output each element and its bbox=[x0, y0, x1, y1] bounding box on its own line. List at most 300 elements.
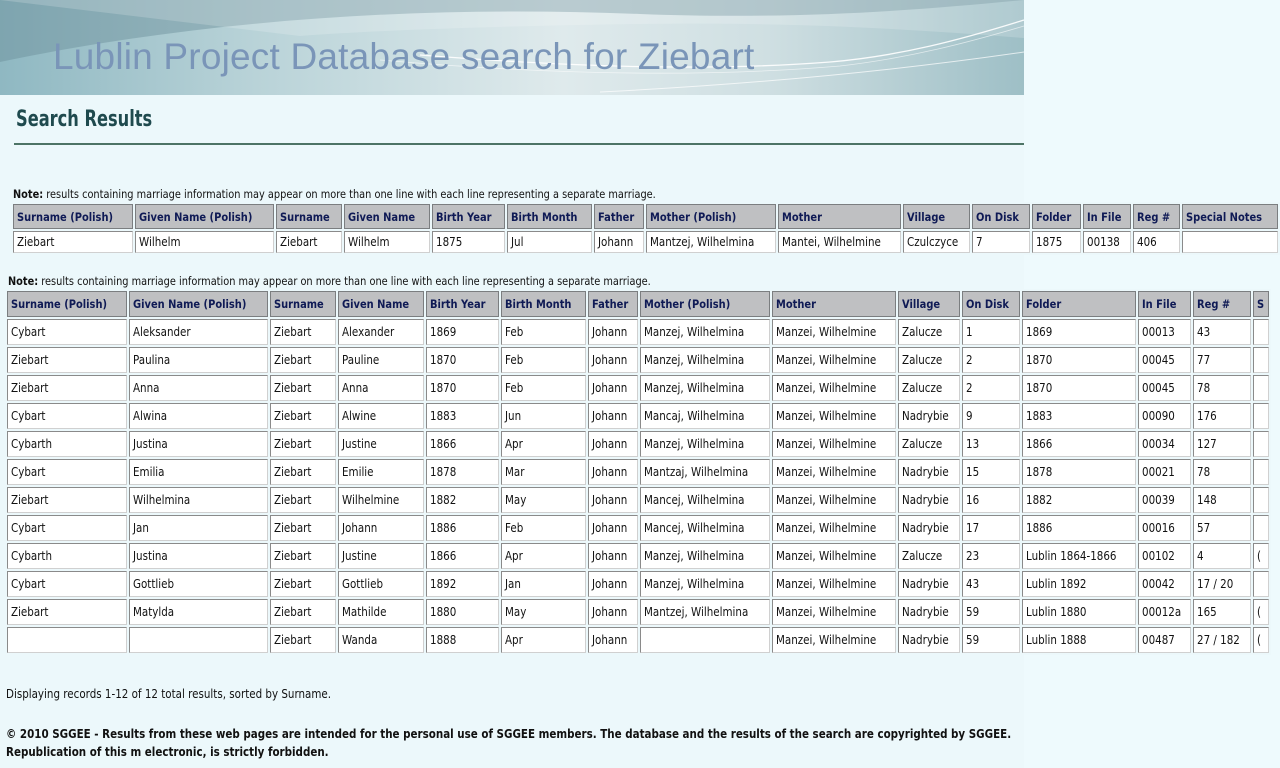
column-header-label: In File bbox=[1087, 209, 1122, 224]
slide-header bbox=[0, 0, 1024, 95]
column-header bbox=[903, 204, 971, 229]
table-cell bbox=[1022, 599, 1135, 625]
table-cell bbox=[1193, 319, 1251, 345]
table-cell bbox=[338, 431, 424, 457]
cell-value: Zalucze bbox=[902, 549, 943, 563]
cell-value: Feb bbox=[504, 381, 524, 395]
table-cell bbox=[640, 515, 769, 541]
table-cell bbox=[1022, 375, 1135, 401]
note-label: Note: bbox=[13, 187, 44, 201]
cell-value: Johann bbox=[592, 437, 628, 451]
table-cell bbox=[640, 543, 769, 569]
cell-value: Ziebart bbox=[280, 235, 318, 249]
table-cell bbox=[338, 403, 424, 429]
cell-value: Ziebart bbox=[17, 235, 55, 249]
cell-value: Ziebart bbox=[274, 549, 312, 563]
column-header bbox=[1083, 204, 1131, 229]
cell-value: 148 bbox=[1197, 493, 1217, 507]
cell-value: 57 bbox=[1197, 521, 1211, 535]
column-header-label: Birth Month bbox=[510, 209, 578, 224]
cell-value: Zalucze bbox=[902, 437, 943, 451]
table-cell bbox=[501, 599, 586, 625]
cell-value: Johann bbox=[592, 353, 628, 367]
table-cell bbox=[501, 627, 586, 653]
cell-value: 00016 bbox=[1141, 521, 1175, 535]
table-cell bbox=[1253, 403, 1269, 429]
column-header-label: S bbox=[1257, 297, 1265, 311]
column-header bbox=[507, 204, 592, 229]
table-cell bbox=[426, 347, 499, 373]
table-row bbox=[7, 627, 1269, 653]
table-row bbox=[13, 231, 1278, 253]
cell-value: Ziebart bbox=[11, 605, 49, 619]
cell-value: Emilia bbox=[132, 465, 165, 479]
column-header bbox=[646, 204, 775, 229]
cell-value: Mar bbox=[504, 465, 525, 479]
cell-value: 1875 bbox=[436, 235, 463, 249]
column-header bbox=[432, 204, 505, 229]
table-cell bbox=[129, 487, 269, 513]
cell-value: Manzej, Wilhelmina bbox=[644, 577, 745, 591]
cell-value: Ziebart bbox=[274, 633, 312, 647]
note-body: results containing marriage information may appear on more than one line with each line representing a separate marriage. bbox=[38, 274, 651, 288]
table-cell bbox=[129, 319, 269, 345]
table-cell bbox=[1193, 431, 1251, 457]
table-cell bbox=[270, 599, 336, 625]
table-cell bbox=[338, 319, 424, 345]
column-header-label: Folder bbox=[1036, 209, 1072, 224]
cell-value: Johann bbox=[598, 235, 634, 249]
cell-value: Nadrybie bbox=[902, 409, 949, 423]
slide-title: Lublin Project Database search for Ziebart bbox=[53, 36, 755, 77]
table-cell bbox=[588, 459, 638, 485]
cell-value: Johann bbox=[592, 325, 628, 339]
table-row bbox=[7, 403, 1269, 429]
cell-value: 1866 bbox=[430, 437, 457, 451]
table-cell bbox=[898, 571, 960, 597]
cell-value: Alwina bbox=[132, 409, 167, 423]
cell-value: ( bbox=[1257, 633, 1262, 647]
cell-value: 2 bbox=[966, 353, 974, 367]
table-cell bbox=[588, 487, 638, 513]
cell-value: Wilhelmina bbox=[132, 493, 190, 507]
table-cell bbox=[772, 459, 897, 485]
cell-value: Czulczyce bbox=[906, 235, 958, 249]
table-cell bbox=[338, 627, 424, 653]
cell-value: Ziebart bbox=[274, 325, 312, 339]
cell-value: Nadrybie bbox=[902, 605, 949, 619]
cell-value: Cybarth bbox=[11, 437, 53, 451]
cell-value: Johann bbox=[592, 409, 628, 423]
table-cell bbox=[588, 627, 638, 653]
table-cell bbox=[501, 319, 586, 345]
cell-value: 78 bbox=[1197, 465, 1211, 479]
table-cell bbox=[962, 627, 1020, 653]
table-row bbox=[7, 543, 1269, 569]
cell-value: Mathilde bbox=[342, 605, 387, 619]
table-cell bbox=[1138, 375, 1192, 401]
table-cell bbox=[338, 515, 424, 541]
table-cell bbox=[588, 403, 638, 429]
table-cell bbox=[1022, 627, 1135, 653]
cell-value: Ziebart bbox=[11, 353, 49, 367]
column-header-label: Father bbox=[592, 297, 629, 311]
cell-value: 1866 bbox=[1026, 437, 1053, 451]
table-cell bbox=[640, 319, 769, 345]
column-header-label: Special Notes bbox=[1185, 209, 1262, 224]
cell-value: Johann bbox=[342, 521, 378, 535]
cell-value: Mancaj, Wilhelmina bbox=[644, 409, 745, 423]
column-header bbox=[276, 204, 342, 229]
table-cell bbox=[1193, 543, 1251, 569]
cell-value: 17 / 20 bbox=[1197, 577, 1234, 591]
cell-value: Ziebart bbox=[274, 493, 312, 507]
cell-value: Ziebart bbox=[11, 381, 49, 395]
column-header bbox=[1133, 204, 1180, 229]
table-cell bbox=[1193, 403, 1251, 429]
table-cell bbox=[640, 431, 769, 457]
table-cell bbox=[898, 375, 960, 401]
table-cell bbox=[1138, 319, 1192, 345]
cell-value: 59 bbox=[966, 605, 980, 619]
table-cell bbox=[7, 431, 127, 457]
table-cell bbox=[270, 515, 336, 541]
table-cell bbox=[129, 599, 269, 625]
cell-value: 1883 bbox=[1026, 409, 1053, 423]
table-row bbox=[7, 487, 1269, 513]
table-cell bbox=[426, 431, 499, 457]
table-cell bbox=[7, 627, 127, 653]
table-cell bbox=[7, 515, 127, 541]
table-cell bbox=[1193, 375, 1251, 401]
cell-value: 1866 bbox=[430, 549, 457, 563]
table-cell bbox=[1253, 487, 1269, 513]
table-cell bbox=[432, 231, 505, 253]
column-header-label: Father bbox=[598, 209, 635, 224]
cell-value: Jan bbox=[504, 577, 521, 591]
table-cell bbox=[1193, 571, 1251, 597]
cell-value: Matylda bbox=[132, 605, 174, 619]
table-cell bbox=[7, 347, 127, 373]
column-header-label: On Disk bbox=[966, 297, 1010, 311]
table-cell bbox=[1138, 571, 1192, 597]
cell-value: Manzei, Wilhelmine bbox=[775, 521, 876, 535]
cell-value: 00034 bbox=[1141, 437, 1175, 451]
table-cell bbox=[270, 487, 336, 513]
cell-value: Manzei, Wilhelmine bbox=[775, 549, 876, 563]
table-cell bbox=[962, 431, 1020, 457]
table-cell bbox=[426, 571, 499, 597]
cell-value: Mancej, Wilhelmina bbox=[644, 493, 745, 507]
cell-value: Apr bbox=[504, 549, 523, 563]
cell-value: Gottlieb bbox=[132, 577, 174, 591]
cell-value: Wilhelm bbox=[138, 235, 181, 249]
cell-value: Jul bbox=[510, 235, 524, 249]
copyright-notice: © 2010 SGGEE - Results from these web pages are intended for the personal use of SGGEE members. The database and the results of the search are copyrighted by SGGEE. Republication of this m electronic, is strictly forbidden. bbox=[6, 727, 1012, 759]
cell-value: Paulina bbox=[132, 353, 170, 367]
cell-value: ( bbox=[1257, 605, 1262, 619]
table-cell bbox=[7, 403, 127, 429]
table-cell bbox=[1138, 459, 1192, 485]
cell-value: Manzei, Wilhelmine bbox=[775, 325, 876, 339]
cell-value: 1869 bbox=[1026, 325, 1053, 339]
table-cell bbox=[1193, 627, 1251, 653]
cell-value: 16 bbox=[966, 493, 980, 507]
cell-value: Justina bbox=[132, 549, 168, 563]
table-cell bbox=[962, 319, 1020, 345]
table-cell bbox=[1022, 487, 1135, 513]
table-cell bbox=[1138, 487, 1192, 513]
table-cell bbox=[588, 571, 638, 597]
table-cell bbox=[270, 543, 336, 569]
cell-value: 7 bbox=[976, 235, 983, 249]
table-cell bbox=[1193, 459, 1251, 485]
table-cell bbox=[129, 375, 269, 401]
table-cell bbox=[772, 515, 897, 541]
table-cell bbox=[129, 571, 269, 597]
column-header bbox=[594, 204, 644, 229]
table-cell bbox=[426, 403, 499, 429]
cell-value: 43 bbox=[966, 577, 980, 591]
table-cell bbox=[1022, 319, 1135, 345]
cell-value: 00045 bbox=[1141, 353, 1175, 367]
results-table-2 bbox=[5, 289, 1271, 655]
cell-value: 00102 bbox=[1141, 549, 1175, 563]
cell-value: Jan bbox=[132, 521, 149, 535]
table-cell bbox=[344, 231, 430, 253]
table-cell bbox=[903, 231, 971, 253]
table-cell bbox=[338, 347, 424, 373]
cell-value: Alwine bbox=[342, 409, 377, 423]
table-cell bbox=[1022, 515, 1135, 541]
cell-value: Manzej, Wilhelmina bbox=[644, 325, 745, 339]
cell-value: Johann bbox=[592, 381, 628, 395]
column-header bbox=[962, 291, 1020, 317]
cell-value: 1882 bbox=[430, 493, 457, 507]
table-row bbox=[7, 431, 1269, 457]
cell-value: 165 bbox=[1197, 605, 1217, 619]
table-cell bbox=[1022, 347, 1135, 373]
column-header bbox=[270, 291, 336, 317]
results-table-1 bbox=[11, 202, 1280, 255]
table-cell bbox=[338, 543, 424, 569]
cell-value: Johann bbox=[592, 549, 628, 563]
table-cell bbox=[594, 231, 644, 253]
cell-value: Mantzej, Wilhelmina bbox=[650, 235, 755, 249]
cell-value: 00090 bbox=[1141, 409, 1175, 423]
cell-value: Johann bbox=[592, 605, 628, 619]
column-header bbox=[129, 291, 269, 317]
table-cell bbox=[426, 487, 499, 513]
table-cell bbox=[7, 571, 127, 597]
table-cell bbox=[338, 599, 424, 625]
column-header-label: Surname (Polish) bbox=[11, 297, 108, 311]
table-cell bbox=[501, 431, 586, 457]
cell-value: 59 bbox=[966, 633, 980, 647]
table-cell bbox=[426, 515, 499, 541]
column-header bbox=[772, 291, 897, 317]
table-cell bbox=[772, 431, 897, 457]
table-cell bbox=[1138, 347, 1192, 373]
table-cell bbox=[962, 403, 1020, 429]
cell-value: Manzej, Wilhelmina bbox=[644, 549, 745, 563]
table-cell bbox=[1032, 231, 1081, 253]
table-cell bbox=[1022, 459, 1135, 485]
column-header-label: Given Name (Polish) bbox=[132, 297, 246, 311]
table-row bbox=[7, 599, 1269, 625]
column-header bbox=[344, 204, 430, 229]
cell-value: Manzei, Wilhelmine bbox=[775, 437, 876, 451]
table-cell bbox=[588, 599, 638, 625]
table-cell bbox=[588, 515, 638, 541]
table-cell bbox=[962, 515, 1020, 541]
table-cell bbox=[7, 319, 127, 345]
cell-value: 1880 bbox=[430, 605, 457, 619]
table-cell bbox=[7, 599, 127, 625]
cell-value: Mantzaj, Wilhelmina bbox=[644, 465, 749, 479]
table-cell bbox=[1083, 231, 1131, 253]
table-cell bbox=[338, 375, 424, 401]
column-header bbox=[501, 291, 586, 317]
table-cell bbox=[1138, 543, 1192, 569]
column-header bbox=[588, 291, 638, 317]
table-cell bbox=[772, 627, 897, 653]
cell-value: Nadrybie bbox=[902, 633, 949, 647]
column-header-label: Village bbox=[902, 297, 941, 311]
cell-value: Johann bbox=[592, 465, 628, 479]
cell-value: Jun bbox=[504, 409, 522, 423]
cell-value: Justine bbox=[342, 437, 378, 451]
column-header bbox=[13, 204, 133, 229]
cell-value: 9 bbox=[966, 409, 974, 423]
table-cell bbox=[426, 627, 499, 653]
cell-value: 1878 bbox=[430, 465, 457, 479]
cell-value: Cybart bbox=[11, 465, 46, 479]
table-cell bbox=[270, 403, 336, 429]
cell-value: Apr bbox=[504, 633, 523, 647]
column-header bbox=[778, 204, 901, 229]
table-cell bbox=[338, 459, 424, 485]
table-cell bbox=[640, 571, 769, 597]
cell-value: Wanda bbox=[342, 633, 378, 647]
cell-value: Ziebart bbox=[274, 437, 312, 451]
cell-value: Manzej, Wilhelmina bbox=[644, 353, 745, 367]
table-cell bbox=[129, 403, 269, 429]
table-cell bbox=[129, 627, 269, 653]
cell-value: 1892 bbox=[430, 577, 457, 591]
cell-value: Zalucze bbox=[902, 381, 943, 395]
column-header-label: Birth Year bbox=[430, 297, 486, 311]
column-header-label: Mother (Polish) bbox=[644, 297, 731, 311]
table-cell bbox=[270, 431, 336, 457]
column-header-label: In File bbox=[1141, 297, 1177, 311]
cell-value: Aleksander bbox=[132, 325, 191, 339]
table-cell bbox=[1193, 599, 1251, 625]
cell-value: 43 bbox=[1197, 325, 1211, 339]
table-cell bbox=[588, 375, 638, 401]
table-cell bbox=[962, 459, 1020, 485]
table-cell bbox=[1193, 347, 1251, 373]
table-cell bbox=[270, 459, 336, 485]
cell-value: Cybart bbox=[11, 521, 46, 535]
table-cell bbox=[588, 431, 638, 457]
table-cell bbox=[962, 543, 1020, 569]
table-row bbox=[7, 319, 1269, 345]
cell-value: Manzei, Wilhelmine bbox=[775, 381, 876, 395]
cell-value: Ziebart bbox=[274, 521, 312, 535]
cell-value: Nadrybie bbox=[902, 465, 949, 479]
cell-value: Zalucze bbox=[902, 353, 943, 367]
cell-value: 77 bbox=[1197, 353, 1211, 367]
cell-value: 1886 bbox=[1026, 521, 1053, 535]
cell-value: Manzei, Wilhelmine bbox=[775, 493, 876, 507]
column-header bbox=[1138, 291, 1192, 317]
table-cell bbox=[772, 599, 897, 625]
column-header-label: Given Name bbox=[348, 209, 416, 224]
note-text bbox=[8, 274, 651, 288]
table-cell bbox=[270, 571, 336, 597]
table-cell bbox=[1138, 431, 1192, 457]
cell-value: Feb bbox=[504, 521, 524, 535]
column-header-label: Mother bbox=[781, 209, 822, 224]
table-cell bbox=[270, 627, 336, 653]
table-cell bbox=[898, 319, 960, 345]
cell-value: Manzei, Wilhelmine bbox=[775, 605, 876, 619]
note-label: Note: bbox=[8, 274, 39, 288]
cell-value: Anna bbox=[132, 381, 160, 395]
heading-divider bbox=[14, 143, 1024, 145]
table-cell bbox=[501, 347, 586, 373]
table-cell bbox=[898, 515, 960, 541]
cell-value: 2 bbox=[966, 381, 974, 395]
cell-value: May bbox=[504, 493, 527, 507]
cell-value: Feb bbox=[504, 353, 524, 367]
table-cell bbox=[1193, 515, 1251, 541]
table-cell bbox=[898, 403, 960, 429]
column-header-label: Surname bbox=[274, 297, 325, 311]
table-cell bbox=[1133, 231, 1180, 253]
table-cell bbox=[1138, 515, 1192, 541]
table-cell bbox=[640, 347, 769, 373]
table-row bbox=[7, 459, 1269, 485]
cell-value: Ziebart bbox=[274, 577, 312, 591]
table-cell bbox=[962, 487, 1020, 513]
table-cell bbox=[898, 599, 960, 625]
table-cell bbox=[1022, 543, 1135, 569]
column-header-label: Reg # bbox=[1137, 209, 1171, 224]
cell-value: Mantzej, Wilhelmina bbox=[644, 605, 749, 619]
cell-value: Lublin 1864-1866 bbox=[1026, 549, 1117, 563]
table-cell bbox=[7, 375, 127, 401]
column-header bbox=[1182, 204, 1278, 229]
table-cell bbox=[129, 515, 269, 541]
cell-value: 00013 bbox=[1141, 325, 1175, 339]
page-title: Search Results bbox=[16, 107, 153, 132]
table-cell bbox=[426, 375, 499, 401]
table-cell bbox=[338, 487, 424, 513]
cell-value: Gottlieb bbox=[342, 577, 384, 591]
column-header-label: Folder bbox=[1026, 297, 1062, 311]
cell-value: Manzei, Wilhelmine bbox=[775, 353, 876, 367]
column-header-label: Surname (Polish) bbox=[17, 209, 114, 224]
table-cell bbox=[7, 543, 127, 569]
table-cell bbox=[772, 571, 897, 597]
table-cell bbox=[270, 375, 336, 401]
cell-value: 13 bbox=[966, 437, 980, 451]
column-header bbox=[898, 291, 960, 317]
table-cell bbox=[962, 571, 1020, 597]
column-header bbox=[1032, 204, 1081, 229]
